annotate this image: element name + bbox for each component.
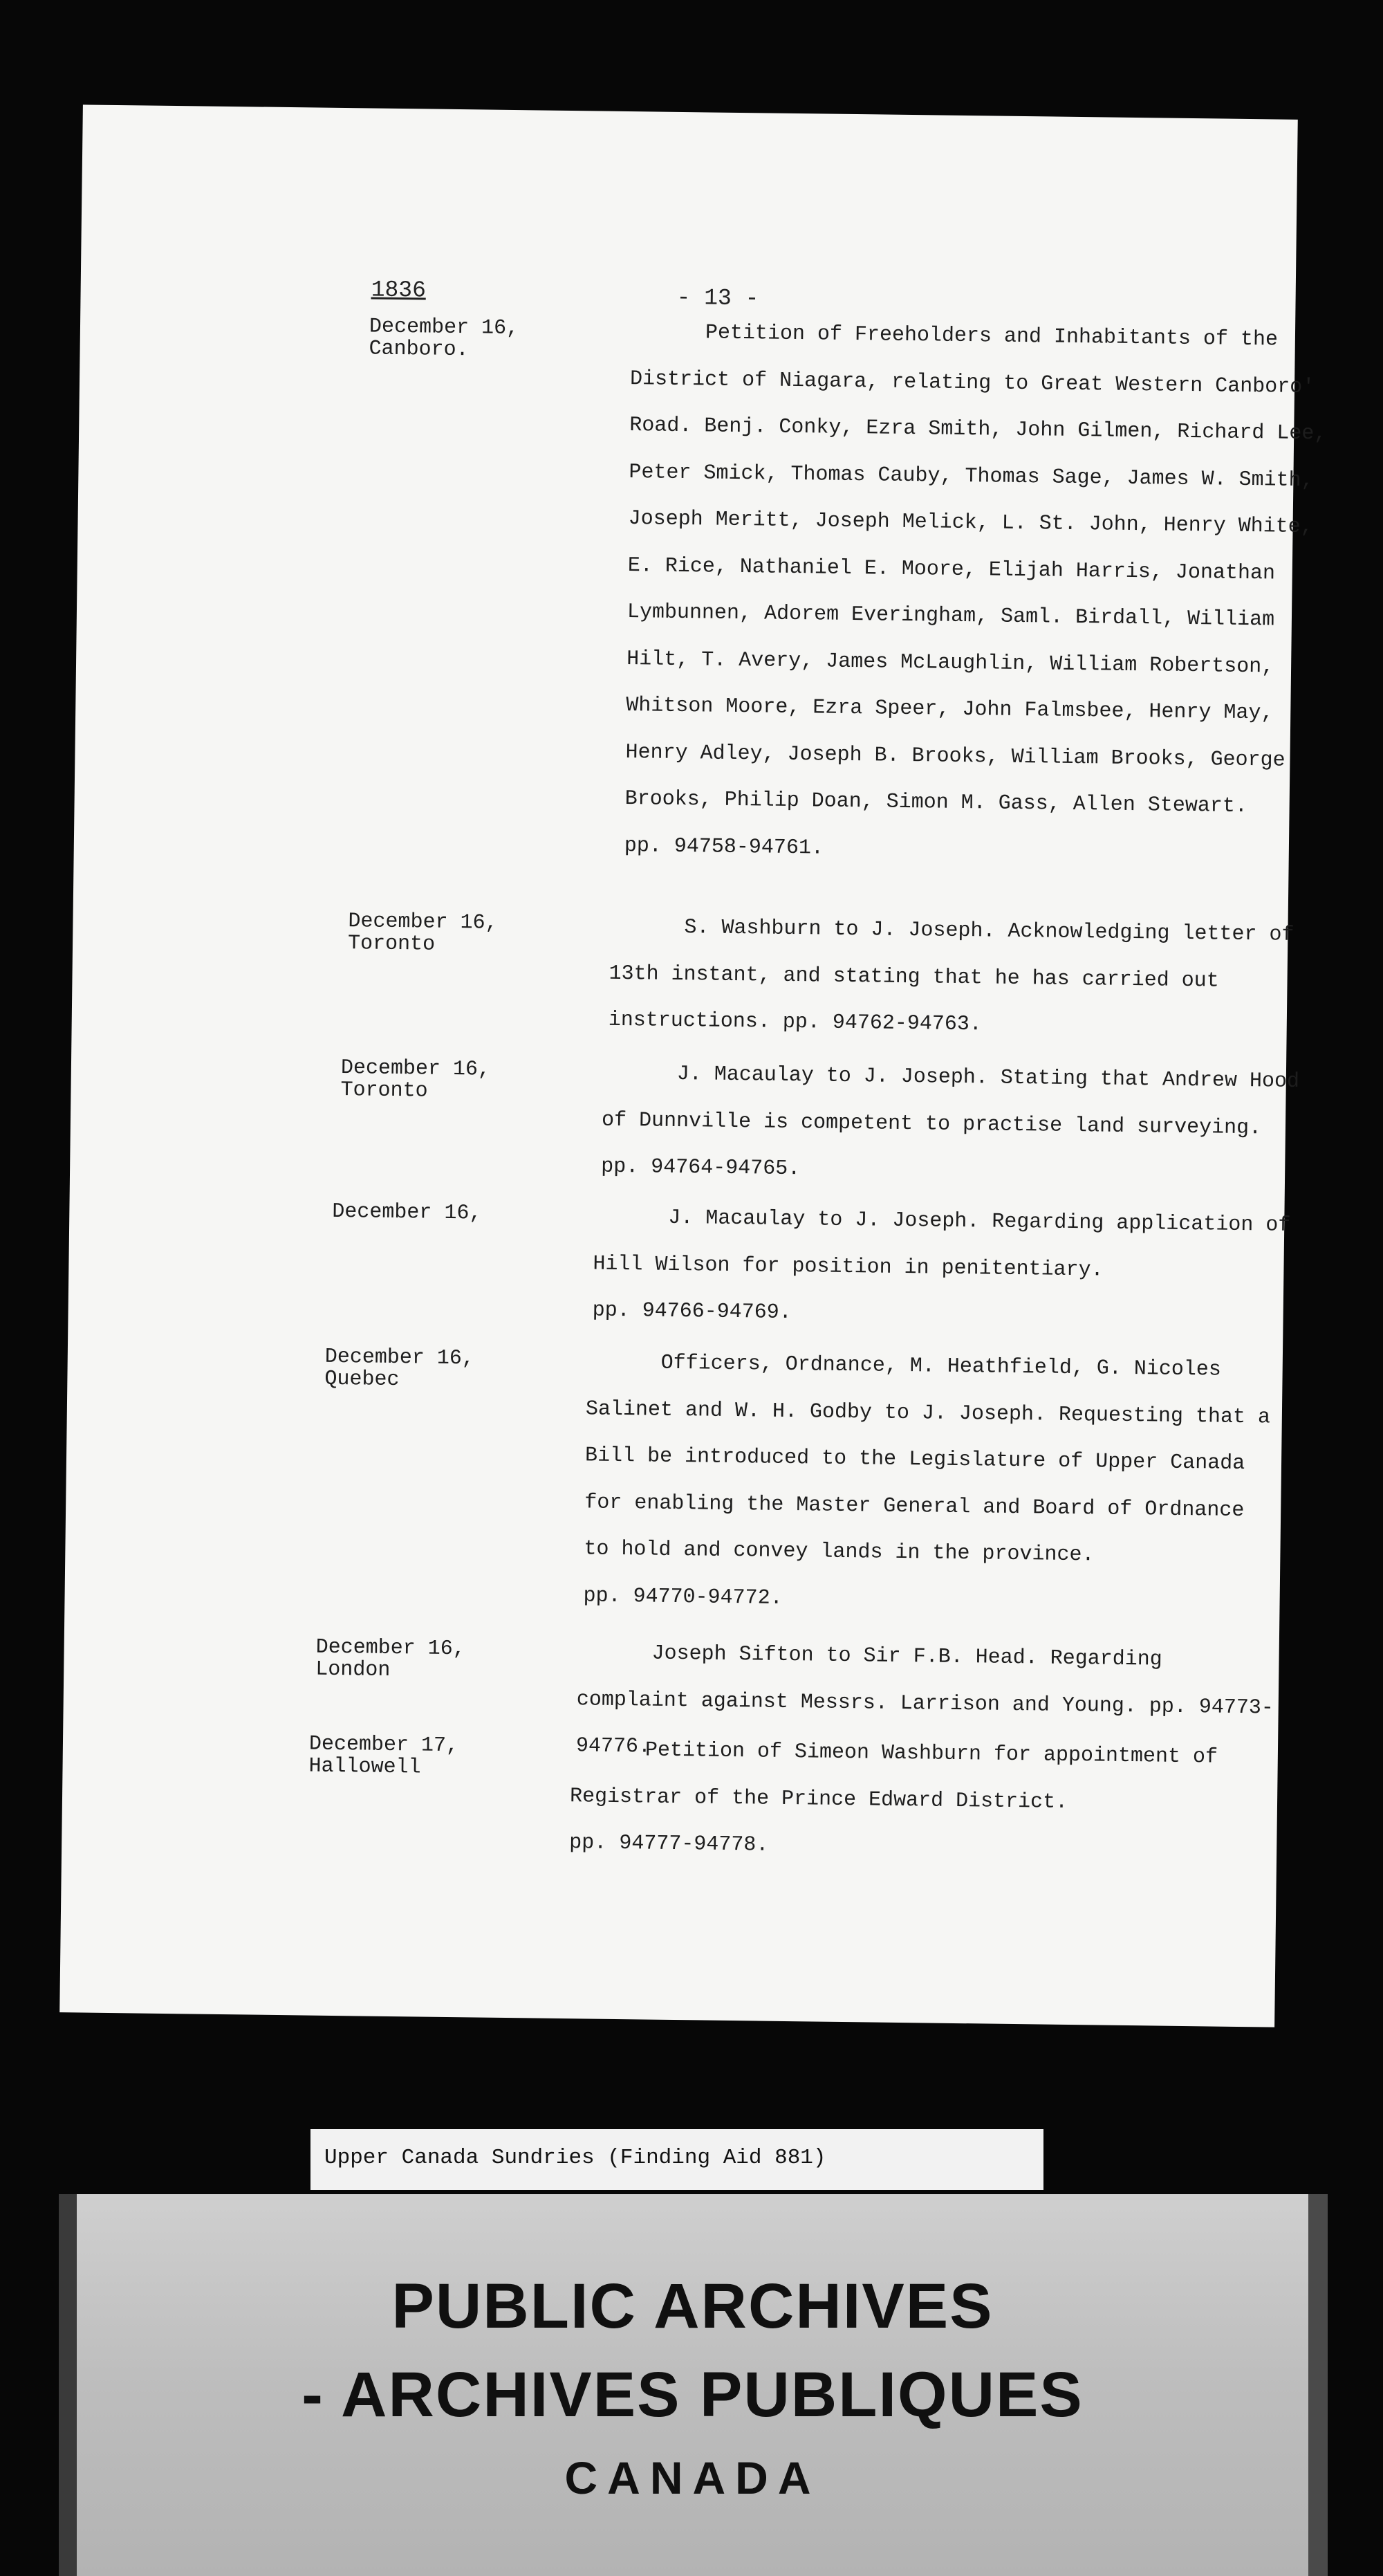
entry-text (608, 904, 1308, 1053)
entry-date: December 16, Canboro. (369, 315, 519, 362)
finding-aid-text: Upper Canada Sundries (Finding Aid 881) (324, 2146, 826, 2170)
entry-text (592, 1195, 1292, 1343)
entry-text (624, 309, 1329, 878)
entry-text (601, 1051, 1301, 1199)
entry-pages: pp. 94766-94769. (592, 1298, 792, 1325)
stamp-line-english: PUBLIC ARCHIVES (391, 2271, 994, 2342)
document-page (59, 104, 1327, 2027)
entry-pages: pp. 94770-94772. (583, 1583, 783, 1610)
entry (70, 1197, 1291, 1325)
entry-text (569, 1727, 1269, 1875)
entry-pages: pp. 94777-94778. (569, 1831, 769, 1857)
entry (73, 907, 1294, 1037)
entry-description: J. Macaulay to J. Joseph. Stating that Andrew Hood of Dunnville is competent to practise land surveying. pp. 94764-94765. (601, 1062, 1300, 1181)
entry-description: J. Macaulay to J. Joseph. Regarding application of Hill Wilson for position in penitentiary. (593, 1206, 1291, 1282)
archives-stamp (59, 2194, 1328, 2576)
entry-date: December 16, London (315, 1635, 465, 1682)
entry-description: Joseph Sifton to Sir F.B. Head. Regarding complaint against Messrs. Larrison and Young. pp. 94773-94776. (575, 1641, 1274, 1759)
entry-date: December 16, Quebec (324, 1345, 475, 1392)
entry-date: December 16, (332, 1199, 482, 1226)
stamp-line-country: CANADA (564, 2452, 821, 2503)
entry-description: Officers, Ordnance, M. Heathfield, G. Nicoles Salinet and W. H. Godby to J. Joseph. Requesting that a Bill be introduced to the Legislature of Upper Canada for enabling the Master General and Board of Ordnance to hold and convey lands in the province. (584, 1351, 1271, 1567)
finding-aid-label (310, 2129, 1043, 2190)
entry-date: December 17, Hallowell (308, 1732, 459, 1780)
entry-description: S. Washburn to J. Joseph. Acknowledging letter of 13th instant, and stating that he has carried out instructions. pp. 94762-94763. (608, 916, 1294, 1037)
entry-description: Petition of Freeholders and Inhabitants of the District of Niagara, relating to Great Western Canboro' Road. Benj. Conky, Ezra Smith, John Gilmen, Richard Lee, Peter Smick, Thomas Cauby, Thomas Sage, James W. Smith, Joseph Meritt, Joseph Melick, L. St. John, Henry White, E. Rice, Nathaniel E. Moore, Elijah Harris, Jonathan Lymbunnen, Adorem Everingham, Saml. Birdall, William Hilt, T. Avery, James McLaughlin, William Robertson, Whitson Moore, Ezra Speer, John Falmsbee, Henry May, Henry Adley, Joseph B. Brooks, William Brooks, George Brooks, Philip Doan, Simon M. Gass, Allen Stewart. (624, 321, 1327, 819)
entry-date: December 16, Toronto (340, 1056, 491, 1103)
entry (80, 312, 1327, 861)
page-number: - 13 - (676, 284, 759, 312)
entry-pages: pp. 94758-94761. (624, 834, 824, 861)
stamp-line-french: - ARCHIVES PUBLIQUES (301, 2359, 1084, 2430)
entry-text (583, 1339, 1278, 1628)
entry (68, 1343, 1283, 1610)
entry-date: December 16, Toronto (347, 910, 498, 957)
document-year: 1836 (371, 277, 427, 304)
entry (71, 1054, 1300, 1181)
entry-description: Petition of Simeon Washburn for appointment of Registrar of the Prince Edward District. (569, 1738, 1218, 1814)
